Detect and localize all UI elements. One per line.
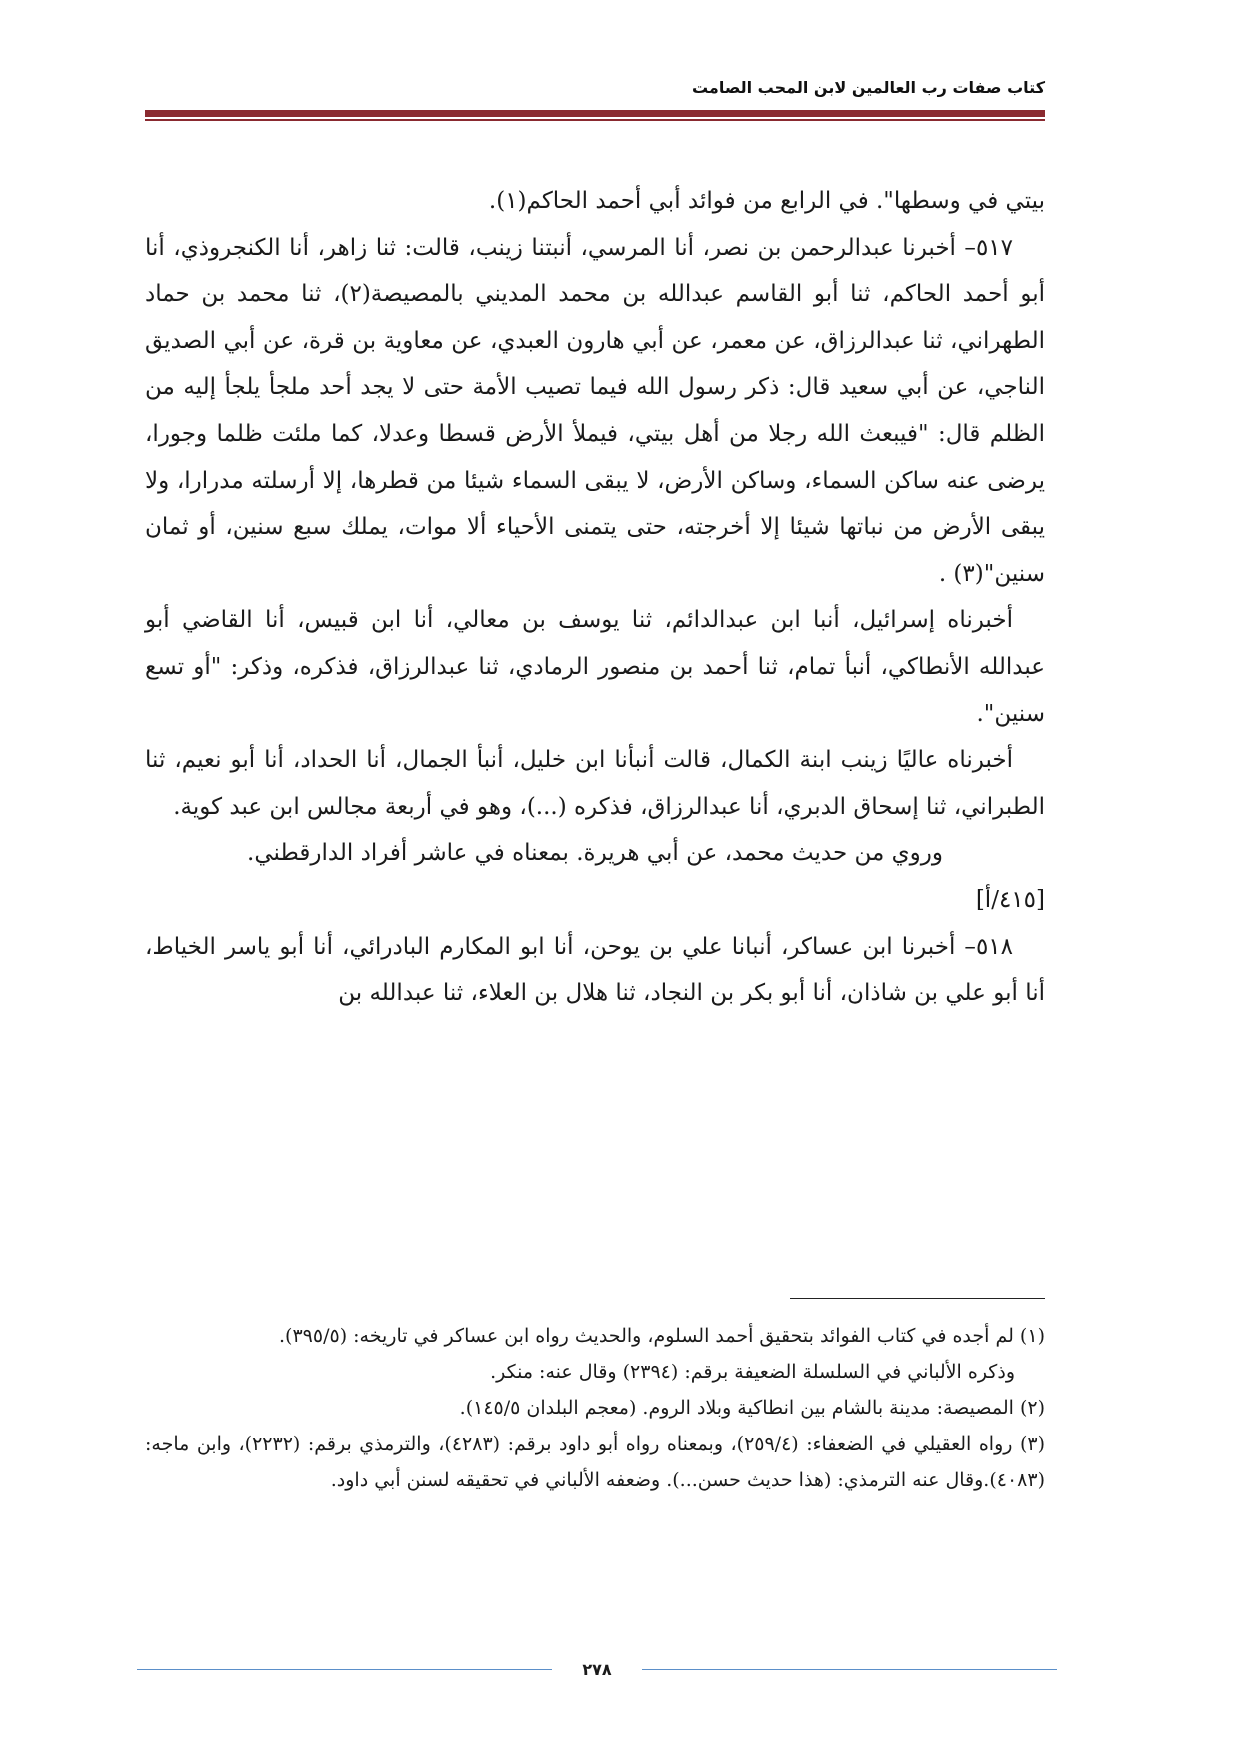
footnote-3: (٣) رواه العقيلي في الضعفاء: (٢٥٩/٤)، وبمعناه رواه أبو داود برقم: (٤٢٨٣)، والترمذي برقم: (٢٢٣٢)، وابن ماجه: (٤٠٨٣).وقال عنه الترمذي: (هذا حديث حسن...). وضعفه الألباني في تحقيقه لسنن أبي داود. xyxy=(145,1433,1046,1491)
footnote-2: (٢) المصيصة: مدينة بالشام بين انطاكية وبلاد الروم. (معجم البلدان ١٤٥/٥). xyxy=(459,1397,1045,1419)
footnotes xyxy=(145,1318,1045,1498)
page-footer xyxy=(137,1660,1057,1680)
hadith-518: ٥١٨– أخبرنا ابن عساكر، أنبانا علي بن يوحن، أنا ابو المكارم البادرائي، أنا أبو ياسر الخياط، أنا أبو علي بن شاذان، أنا أبو بكر بن النجاد، ثنا هلال بن العلاء، ثنا عبدالله بن xyxy=(145,933,1045,1007)
footer-rule-left xyxy=(137,1669,552,1670)
footnote-1-continuation: وذكره الألباني في السلسلة الضعيفة برقم: (٢٣٩٤) وقال عنه: منكر. xyxy=(490,1361,1015,1383)
paragraph-abu-hurayra: وروي من حديث محمد، عن أبي هريرة. بمعناه في عاشر أفراد الدارقطني. xyxy=(247,840,943,867)
page-number: ٢٧٨ xyxy=(582,1660,612,1679)
paragraph-isnad-israel: أخبرناه إسرائيل، أنبا ابن عبدالدائم، ثنا يوسف بن معالي، أنا ابن قبيس، أنا القاضي أبو عبدالله الأنطاكي، أنبأ تمام، ثنا أحمد بن منصور الرمادي، ثنا عبدالرزاق، فذكره، وذكر: "أو تسع سنين". xyxy=(145,607,1045,727)
paragraph-continuation: بيتي في وسطها". في الرابع من فوائد أبي أحمد الحاكم(١). xyxy=(488,188,1045,214)
footnote-separator xyxy=(790,1298,1045,1299)
hadith-517: ٥١٧– أخبرنا عبدالرحمن بن نصر، أنا المرسي، أنبتنا زينب، قالت: ثنا زاهر، أنا الكنجروذي، أنا أبو أحمد الحاكم، ثنا أبو القاسم عبدالله بن محمد المديني بالمصيصة(٢)، ثنا محمد بن حماد الطهراني، ثنا عبدالرزاق، عن معمر، عن أبي هارون العبدي، عن معاوية بن قرة، عن أبي الصديق الناجي، عن أبي سعيد قال: ذكر رسول الله فيما تصيب الأمة حتى لا يجد أحد ملجأ يلجأ إليه من الظلم قال: "فيبعث الله رجلا من أهل بيتي، فيملأ الأرض قسطا وعدلا، كما ملئت ظلما وجورا، يرضى عنه ساكن السماء، وساكن الأرض، لا يبقى السماء شيئا من قطرها، إلا أرسلته مدرارا، ولا يبقى الأرض من نباتها شيئا إلا أخرجته، حتى يتمنى الأحياء ألا موات، يملك سبع سنين، أو ثمان سنين"(٣) . xyxy=(145,234,1045,587)
running-header: كتاب صفات رب العالمين لابن المحب الصامت xyxy=(691,78,1045,97)
footnote-1: (١) لم أجده في كتاب الفوائد بتحقيق أحمد السلوم، والحديث رواه ابن عساكر في تاريخه: (٣٩٥/٥). xyxy=(279,1325,1045,1347)
header-rule-thin xyxy=(145,119,1045,121)
manuscript-folio-marker: [٤١٥/أ] xyxy=(975,886,1045,913)
header-rule-thick xyxy=(145,110,1045,117)
main-text xyxy=(145,178,1045,1017)
paragraph-isnad-zaynab: أخبرناه عاليًا زينب ابنة الكمال، قالت أنبأنا ابن خليل، أنبأ الجمال، أنا الحداد، أنا أبو نعيم، ثنا الطبراني، ثنا إسحاق الدبري، أنا عبدالرزاق، فذكره (...)، وهو في أربعة مجالس ابن عبد كوية. xyxy=(145,747,1045,820)
footer-rule-right xyxy=(642,1669,1057,1670)
